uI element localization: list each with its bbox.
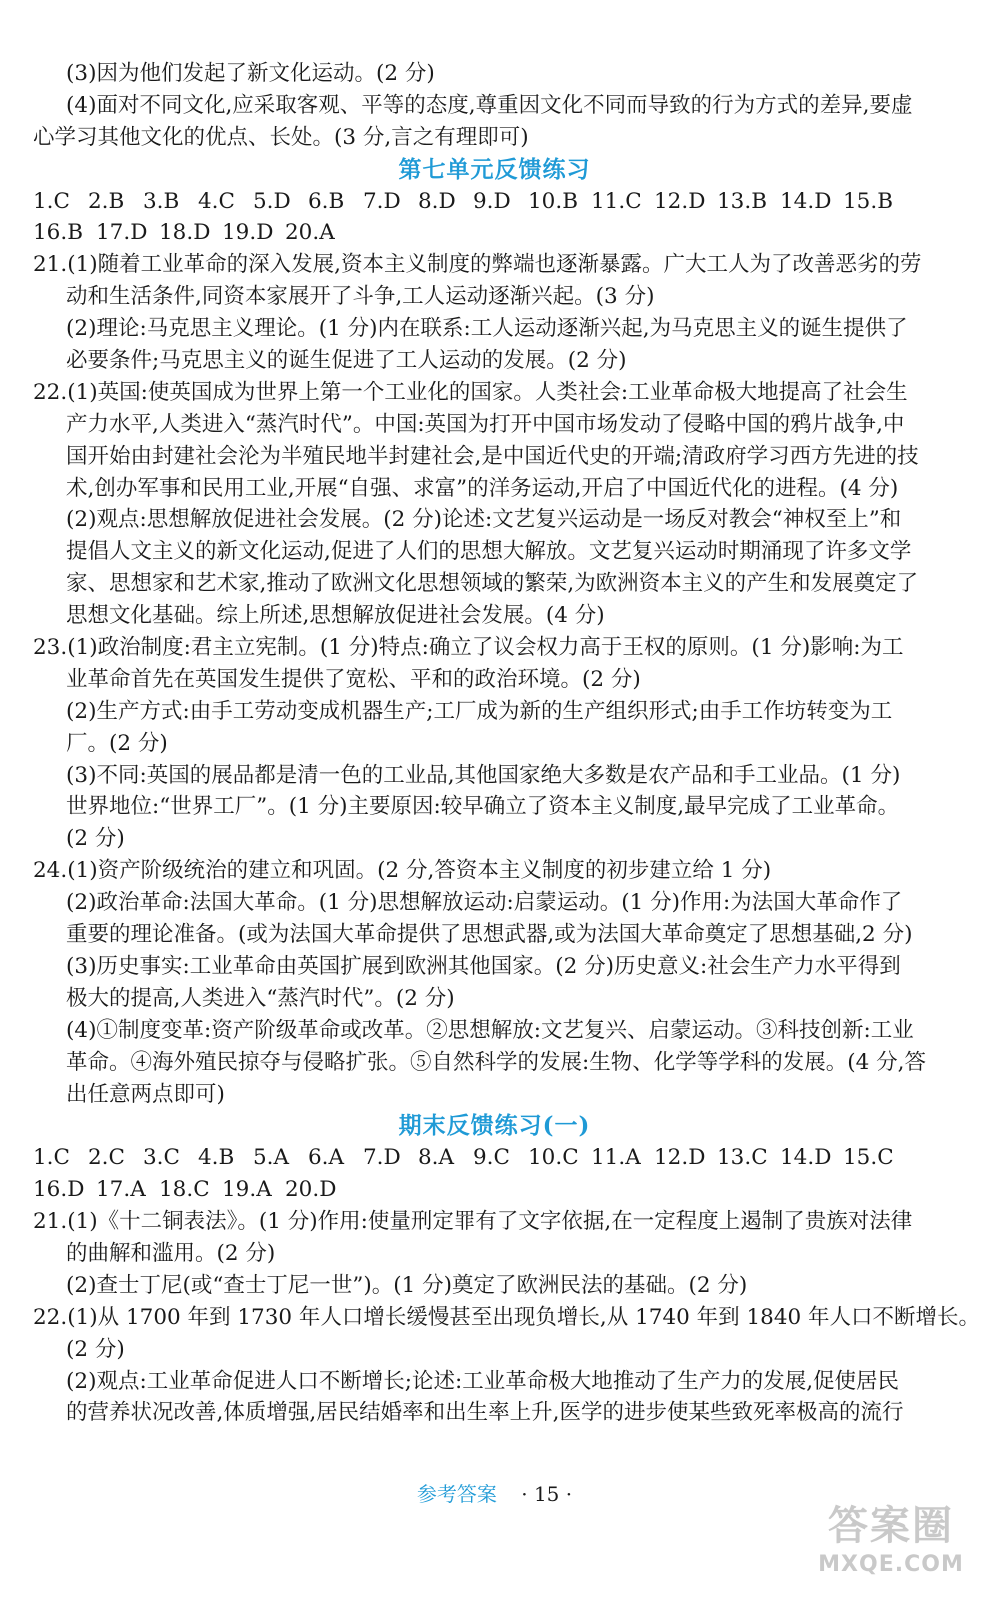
section-title: 期末反馈练习(一) [398,1112,591,1140]
text-line: 出任意两点即可) [66,1081,225,1107]
choice-answer: 7.D [363,188,401,214]
choice-answers-row [0,186,989,218]
choice-answer: 13.B [717,188,767,214]
choice-answer: 3.B [143,188,180,214]
choice-answer: 2.C [88,1145,125,1171]
text-line: 必要条件;马克思主义的诞生促进了工人运动的发展。(2 分) [66,348,627,374]
text-line: 厂。(2 分) [66,730,168,756]
watermark-top: 答案圈 [828,1503,954,1549]
text-line: (4)①制度变革:资产阶级革命或改革。②思想解放:文艺复兴、启蒙运动。③科技创新:工业 [66,1017,914,1043]
text-line: 思想文化基础。综上所述,思想解放促进社会发展。(4 分) [66,603,605,629]
text-line: 的曲解和滥用。(2 分) [66,1240,276,1266]
section-title: 第七单元反馈练习 [398,155,591,183]
choice-answer: 9.D [473,188,511,214]
choice-answer: 9.C [473,1145,510,1171]
text-line: 22.(1)从 1700 年到 1730 年人口增长缓慢甚至出现负增长,从 1740 年到 1840 年人口不断增长。 [33,1304,981,1330]
text-line: 术,创办军事和民用工业,开展“自强、求富”的洋务运动,开启了中国近代化的进程。(4 分) [66,475,899,501]
text-line: (2 分) [66,826,125,852]
choice-answer: 18.D [159,220,211,246]
choice-answer: 20.A [285,220,335,246]
text-line: 极大的提高,人类进入“蒸汽时代”。(2 分) [66,985,455,1011]
choice-answer: 11.A [591,1145,641,1171]
footer-label: 参考答案 [416,1482,497,1506]
choice-answer: 7.D [363,1145,401,1171]
text-line: 24.(1)资产阶级统治的建立和巩固。(2 分,答资本主义制度的初步建立给 1 分) [33,858,772,884]
text-line: 业革命首先在英国发生提供了宽松、平和的政治环境。(2 分) [66,666,641,692]
choice-answer: 8.D [418,188,456,214]
text-line: (2)政治革命:法国大革命。(1 分)思想解放运动:启蒙运动。(1 分)作用:为法国大革命作了 [66,890,903,916]
choice-answer: 17.D [96,220,148,246]
text-line: 产力水平,人类进入“蒸汽时代”。中国:英国为打开中国市场发动了侵略中国的鸦片战争,中 [66,411,905,437]
text-line: 心学习其他文化的优点、长处。(3 分,言之有理即可) [33,124,529,150]
text-line: (2 分) [66,1336,125,1362]
text-line: 重要的理论准备。(或为法国大革命提供了思想武器,或为法国大革命奠定了思想基础,2 分) [66,922,913,948]
choice-answer: 15.B [843,188,893,214]
page-number: · 15 · [521,1482,573,1506]
choice-answer: 13.C [717,1145,768,1171]
choice-answer: 16.B [33,220,83,246]
choice-answer: 4.C [198,188,235,214]
choice-answer: 1.C [33,188,70,214]
text-line: 革命。④海外殖民掠夺与侵略扩张。⑤自然科学的发展:生物、化学等学科的发展。(4 分,答 [66,1049,926,1075]
choice-answers-row [0,1174,989,1206]
choice-answer: 15.C [843,1145,894,1171]
choice-answer: 14.D [780,188,832,214]
watermark-logo [811,1500,971,1595]
choice-answer: 20.D [285,1177,337,1203]
choice-answer: 6.A [308,1145,345,1171]
choice-answer: 10.C [528,1145,579,1171]
text-line: (4)面对不同文化,应采取客观、平等的态度,尊重因文化不同而导致的行为方式的差异,要虚 [66,92,913,118]
watermark-bottom: MXQE.COM [818,1552,964,1577]
text-line: 世界地位:“世界工厂”。(1 分)主要原因:较早确立了资本主义制度,最早完成了工业革命。 [66,794,900,820]
text-line: 21.(1)随着工业革命的深入发展,资本主义制度的弊端也逐渐暴露。广大工人为了改善恶劣的劳 [33,252,922,278]
choice-answer: 1.C [33,1145,70,1171]
choice-answer: 8.A [418,1145,455,1171]
choice-answer: 5.A [253,1145,290,1171]
choice-answer: 19.A [222,1177,272,1203]
text-line: 23.(1)政治制度:君主立宪制。(1 分)特点:确立了议会权力高于王权的原则。(1 分)影响:为工 [33,635,904,661]
answer-page [0,58,989,1429]
choice-answer: 2.B [88,188,125,214]
text-line: 22.(1)英国:使英国成为世界上第一个工业化的国家。人类社会:工业革命极大地提高了社会生 [33,379,908,405]
text-line: 国开始由封建社会沦为半殖民地半封建社会,是中国近代史的开端;清政府学习西方先进的技 [66,443,919,469]
text-line: 提倡人文主义的新文化运动,促进了人们的思想大解放。文艺复兴运动时期涌现了许多文学 [66,539,912,565]
choice-answers-row [0,217,989,249]
choice-answer: 5.D [253,188,291,214]
choice-answer: 3.C [143,1145,180,1171]
text-line: (3)因为他们发起了新文化运动。(2 分) [66,61,435,86]
choice-answer: 4.B [198,1145,235,1171]
text-line: (2)理论:马克思主义理论。(1 分)内在联系:工人运动逐渐兴起,为马克思主义的诞生提供了 [66,316,908,342]
text-line: (3)不同:英国的展品都是清一色的工业品,其他国家绝大多数是农产品和手工业品。(1 分) [66,762,901,788]
choice-answer: 14.D [780,1145,832,1171]
text-line: 动和生活条件,同资本家展开了斗争,工人运动逐渐兴起。(3 分) [66,284,655,310]
choice-answer: 11.C [591,188,642,214]
choice-answers-row [0,1142,989,1174]
choice-answer: 19.D [222,220,274,246]
choice-answer: 17.A [96,1177,146,1203]
choice-answer: 12.D [654,1145,706,1171]
text-line: 家、思想家和艺术家,推动了欧洲文化思想领域的繁荣,为欧洲资本主义的产生和发展奠定了 [66,571,919,597]
text-line: (2)查士丁尼(或“查士丁尼一世”)。(1 分)奠定了欧洲民法的基础。(2 分) [66,1272,748,1298]
text-line: 21.(1)《十二铜表法》。(1 分)作用:使量刑定罪有了文字依据,在一定程度上遏制了贵族对法律 [33,1209,913,1235]
text-line: (3)历史事实:工业革命由英国扩展到欧洲其他国家。(2 分)历史意义:社会生产力水平得到 [66,953,901,979]
choice-answer: 12.D [654,188,706,214]
text-line: (2)生产方式:由手工劳动变成机器生产;工厂成为新的生产组织形式;由手工作坊转变为工 [66,698,893,724]
text-line: (2)观点:思想解放促进社会发展。(2 分)论述:文艺复兴运动是一场反对教会“神权至上”和 [66,507,902,533]
choice-answer: 10.B [528,188,578,214]
choice-answer: 18.C [159,1177,210,1203]
text-line: (2)观点:工业革命促进人口不断增长;论述:工业革命极大地推动了生产力的发展,促使居民 [66,1368,900,1394]
choice-answer: 16.D [33,1177,85,1203]
choice-answer: 6.B [308,188,345,214]
text-line: 的营养状况改善,体质增强,居民结婚率和出生率上升,医学的进步使某些致死率极高的流行 [66,1400,904,1426]
